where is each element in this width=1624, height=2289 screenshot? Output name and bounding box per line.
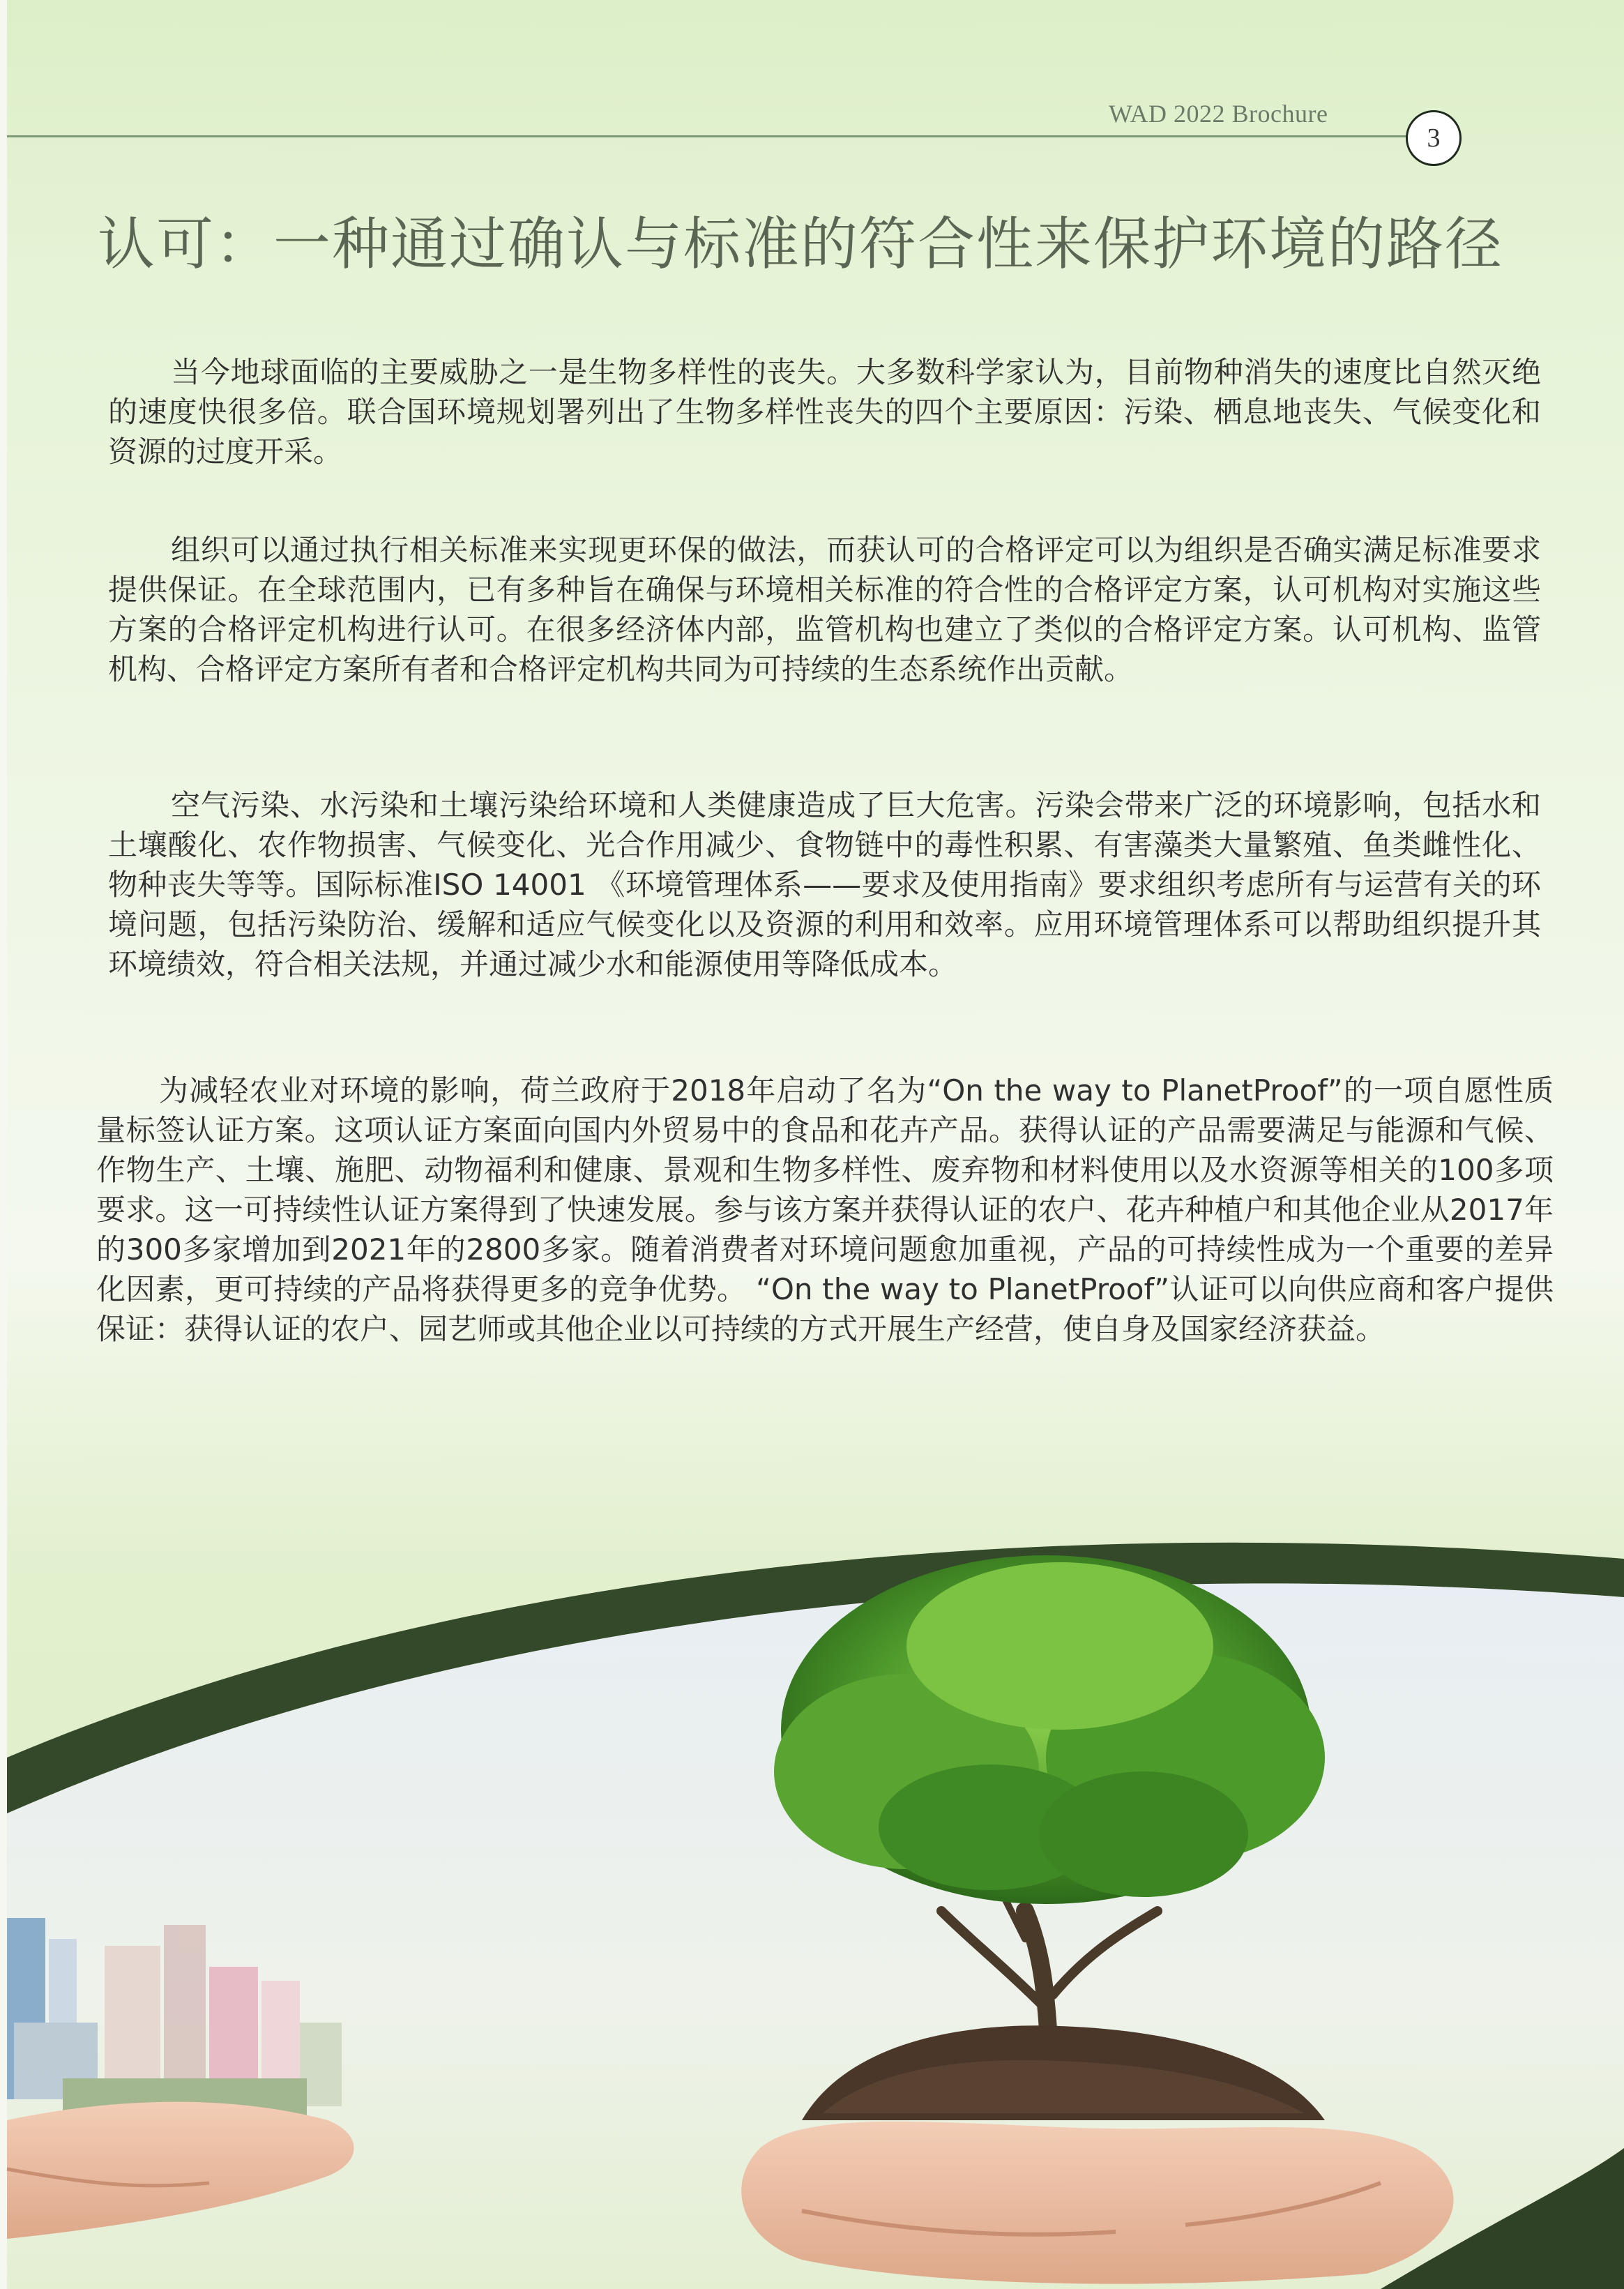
header-divider <box>7 135 1416 137</box>
tree-in-hands-illustration <box>0 1520 1624 2289</box>
paragraph-pollution: 空气污染、水污染和土壤污染给环境和人类健康造成了巨大危害。污染会带来广泛的环境影响，包括水和土壤酸化、农作物损害、气候变化、光合作用减少、食物链中的毒性积累、有害藻类大量繁殖、鱼类雌性化、物种丧失等等。国际标准ISO 14001 《环境管理体系——要求及使用指南》要求组织考虑所有与运营有关的环境问题，包括污染防治、缓解和适应气候变化以及资源的利用和效率。应用环境管理体系可以帮助组织提升其环境绩效，符合相关法规，并通过减少水和能源使用等降低成本。 <box>108 788 1541 981</box>
brochure-name: WAD 2022 Brochure <box>1109 100 1328 128</box>
page-title: 认可：一种通过确认与标准的符合性来保护环境的路径 <box>98 211 1504 278</box>
paragraph-conformity-assessment: 组织可以通过执行相关标准来实现更环保的做法，而获认可的合格评定可以为组织是否确实满足标准要求提供保证。在全球范围内，已有多种旨在确保与环境相关标准的符合性的合格评定方案，认可机构对实施这些方案的合格评定机构进行认可。在很多经济体内部，监管机构也建立了类似的合格评定方案。认可机构、监管机构、合格评定方案所有者和合格评定机构共同为可持续的生态系统作出贡献。 <box>108 533 1541 686</box>
page-number-badge: 3 <box>1406 110 1462 166</box>
right-hands <box>741 2122 1453 2284</box>
paragraph-planetproof: 为减轻农业对环境的影响，荷兰政府于2018年启动了名为“On the way to PlanetProof”的一项自愿性质量标签认证方案。这项认证方案面向国内外贸易中的食品和花卉产品。获得认证的产品需要满足与能源和气候、作物生产、土壤、施肥、动物福利和健康、景观和生物多样性、废弃物和材料使用以及水资源等相关的100多项要求。这一可持续性认证方案得到了快速发展。参与该方案并获得认证的农户、花卉种植户和其他企业从2017年的300多家增加到2021年的2800多家。随着消费者对环境问题愈加重视，产品的可持续性成为一个重要的差异化因素，更可持续的产品将获得更多的竞争优势。 “On the way to PlanetProof”认证可以向供应商和客户提供保证：获得认证的农户、园艺师或其他企业以可持续的方式开展生产经营，使自身及国家经济获益。 <box>96 1073 1554 1346</box>
paragraph-biodiversity: 当今地球面临的主要威胁之一是生物多样性的丧失。大多数科学家认为，目前物种消失的速度比自然灭绝的速度快很多倍。联合国环境规划署列出了生物多样性丧失的四个主要原因：污染、栖息地丧失、气候变化和资源的过度开采。 <box>108 355 1541 469</box>
